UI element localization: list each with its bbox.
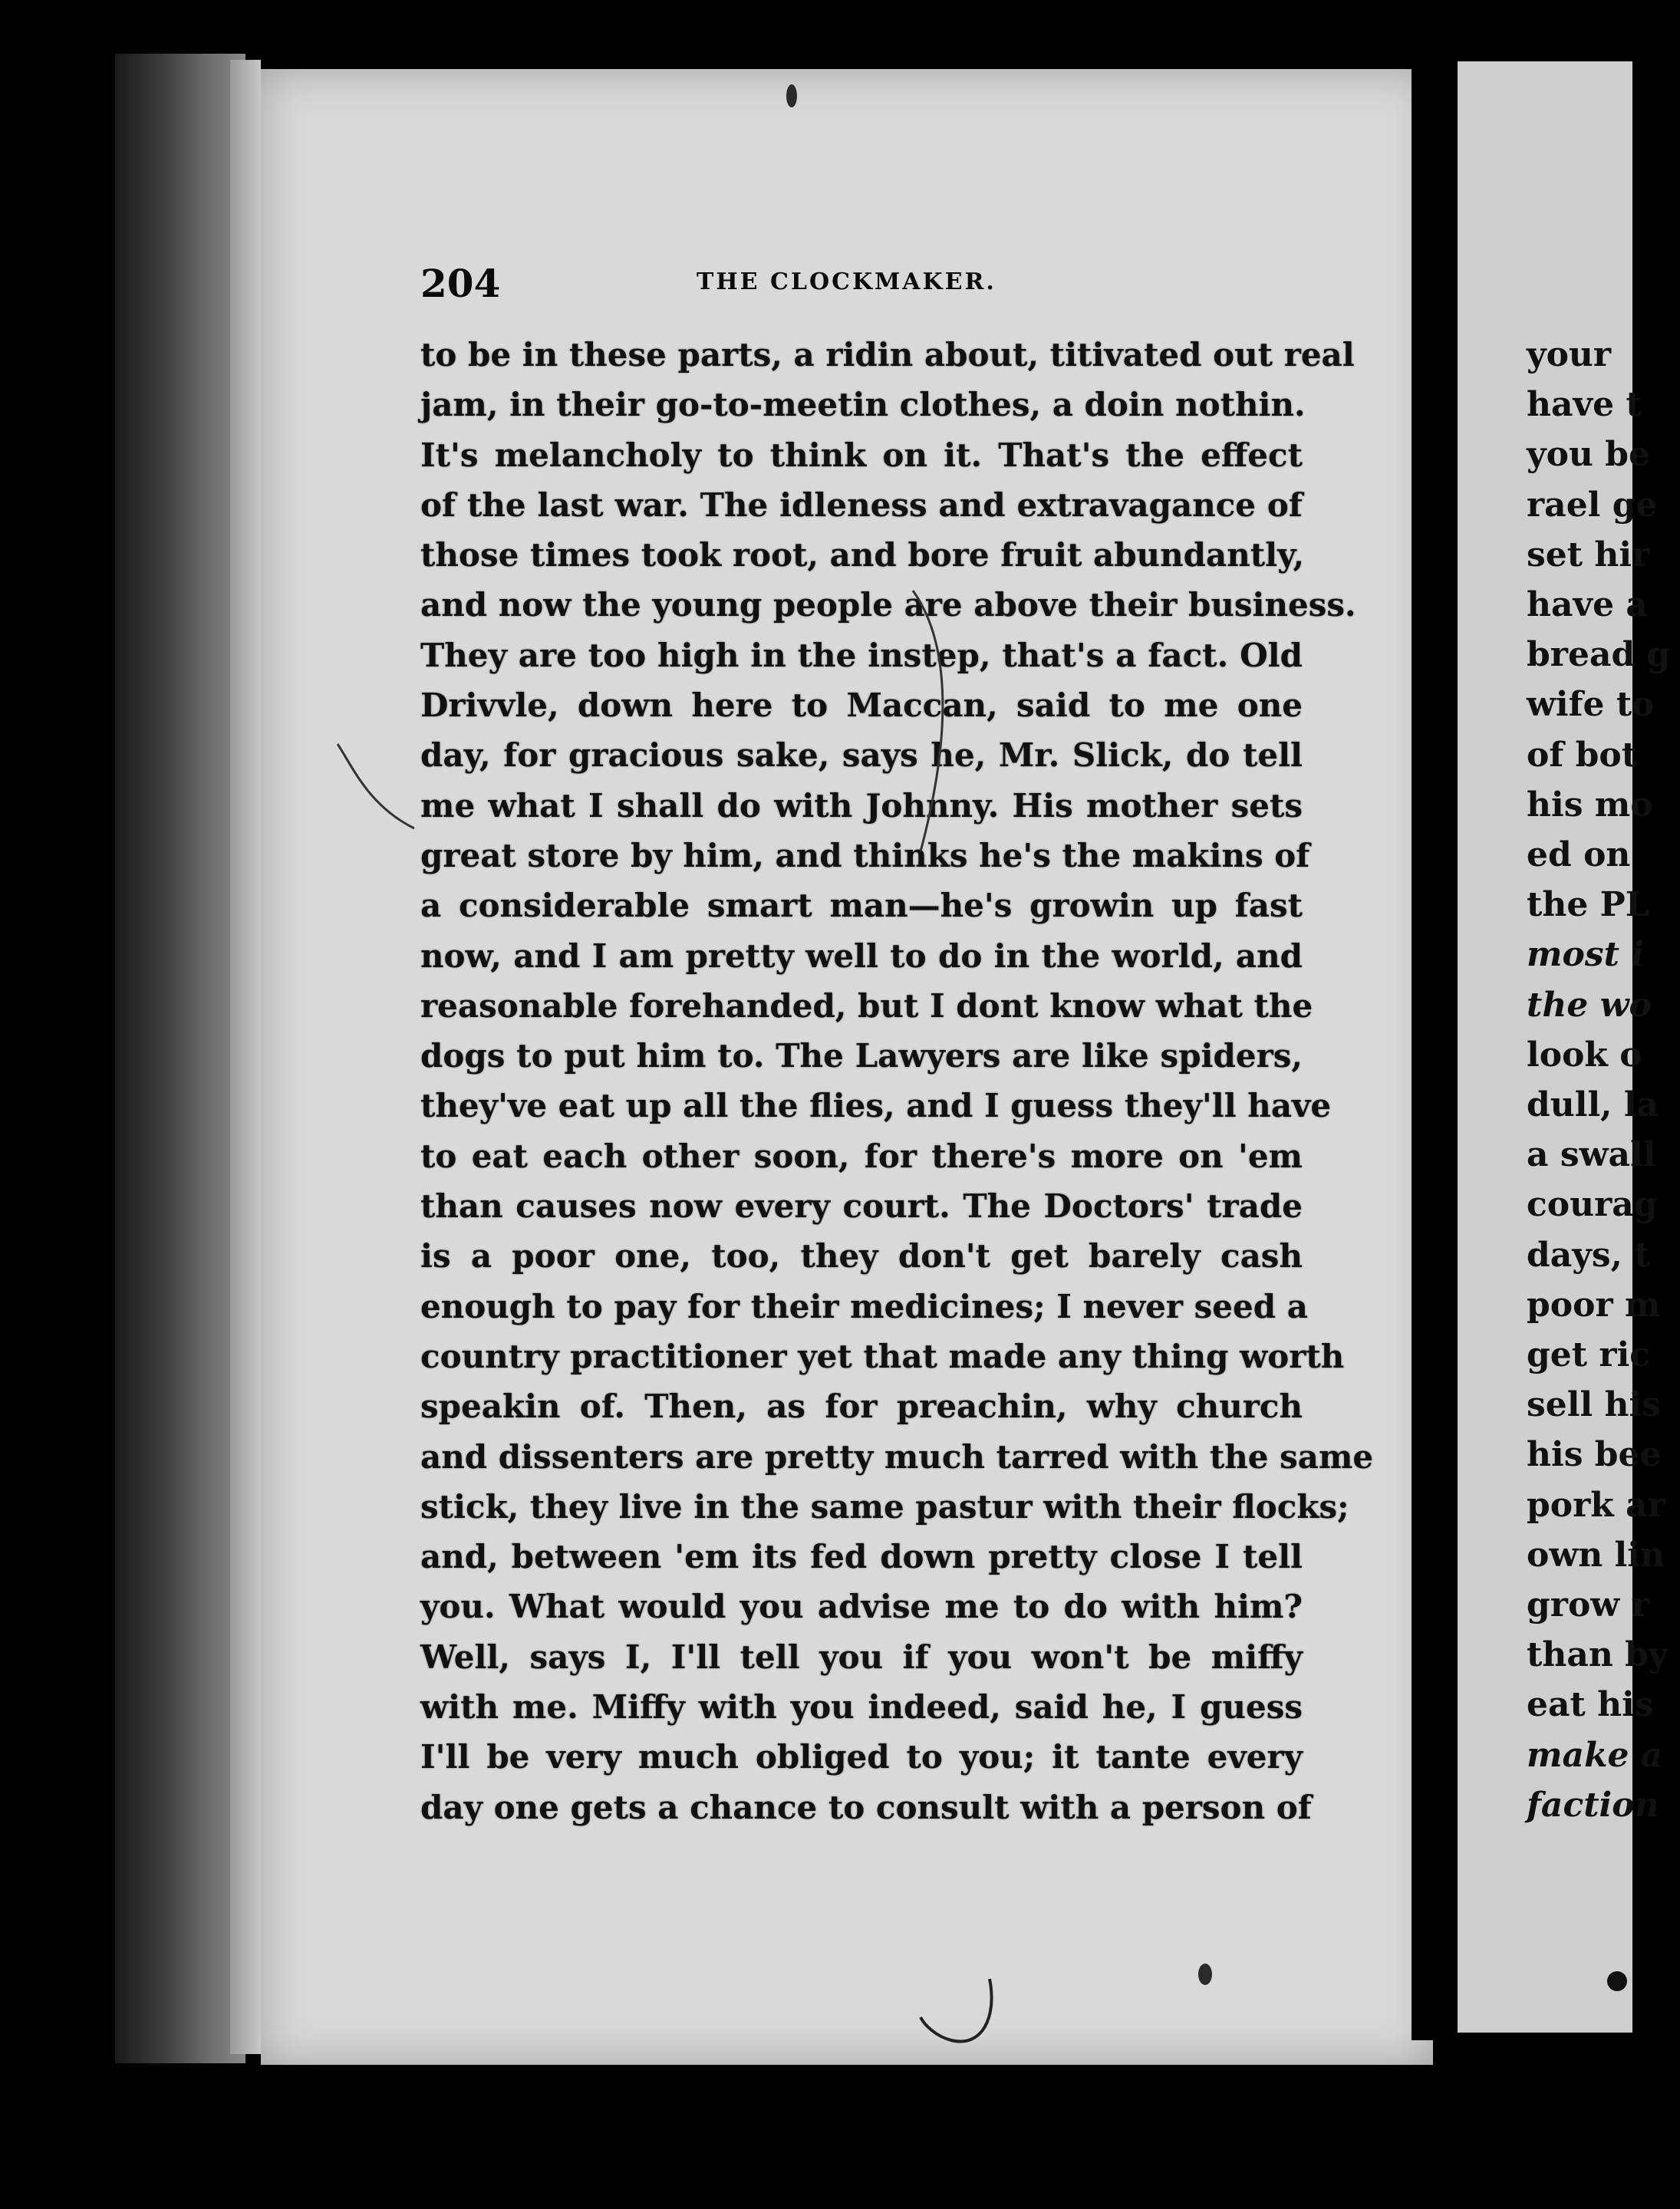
text-line: day, for gracious sake, says he, Mr. Slick, do tell: [420, 736, 1303, 775]
facing-text-line: rael ge: [1527, 485, 1658, 525]
page-number: 204: [420, 261, 501, 306]
text-line: They are too high in the instep, that's a fact. Old: [420, 636, 1303, 674]
facing-text-line: days, t: [1527, 1235, 1650, 1275]
facing-text-line: dull, la: [1527, 1085, 1659, 1125]
facing-page-text: [1527, 330, 1680, 1830]
text-line: speakin of. Then, as for preachin, why church: [420, 1388, 1303, 1426]
text-line: Well, says I, I'll tell you if you won't be miffy: [420, 1638, 1303, 1676]
text-line: those times took root, and bore fruit abundantly,: [420, 536, 1305, 574]
text-line: enough to pay for their medicines; I never seed a: [420, 1287, 1308, 1325]
text-line: now, and I am pretty well to do in the world, and: [420, 937, 1303, 975]
text-line: you. What would you advise me to do with him?: [420, 1588, 1303, 1626]
ink-speck: [1198, 1964, 1212, 1985]
facing-text-line: poor m: [1527, 1285, 1661, 1325]
running-head: [420, 261, 1295, 314]
running-title: THE CLOCKMAKER.: [697, 268, 996, 295]
ink-speck: [786, 84, 797, 107]
facing-text-line: his mo: [1527, 785, 1653, 825]
facing-text-line: set hir: [1527, 535, 1650, 574]
text-line: and, between 'em its fed down pretty close I tell: [420, 1538, 1303, 1576]
facing-text-line: have a: [1527, 585, 1648, 625]
facing-text-line: most i: [1527, 935, 1645, 975]
facing-text-line: the PL: [1527, 885, 1649, 925]
facing-text-line: own lin: [1527, 1535, 1665, 1575]
text-line: with me. Miffy with you indeed, said he, I guess: [420, 1688, 1303, 1727]
text-line: and now the young people are above their business.: [420, 586, 1356, 624]
text-line: than causes now every court. The Doctors' trade: [420, 1187, 1303, 1226]
facing-text-line: bread g: [1527, 635, 1671, 675]
text-line: reasonable forehanded, but I dont know what the: [420, 986, 1313, 1025]
facing-text-line: courag: [1527, 1185, 1658, 1225]
facing-text-line: eat his: [1527, 1685, 1654, 1725]
text-line: is a poor one, too, they don't get barely cash: [420, 1237, 1303, 1276]
facing-text-line: faction: [1527, 1785, 1659, 1825]
text-line: to eat each other soon, for there's more on 'em: [420, 1137, 1303, 1175]
facing-text-line: get ric: [1527, 1335, 1651, 1375]
facing-text-line: of bot: [1527, 735, 1638, 775]
text-line: me what I shall do with Johnny. His mother sets: [420, 786, 1303, 825]
text-line: day one gets a chance to consult with a person of: [420, 1788, 1312, 1826]
page-stack-edge: [230, 60, 261, 2054]
text-line: to be in these parts, a ridin about, titivated out real: [420, 336, 1355, 374]
text-line: Drivvle, down here to Maccan, said to me one: [420, 686, 1303, 725]
facing-text-line: look o: [1527, 1035, 1642, 1075]
text-line: and dissenters are pretty much tarred with the same: [420, 1437, 1374, 1476]
text-line: It's melancholy to think on it. That's the effect: [420, 436, 1303, 474]
facing-text-line: wife to: [1527, 685, 1655, 725]
facing-text-line: a swall: [1527, 1135, 1656, 1175]
ink-speck: [1607, 1971, 1627, 1991]
page-body-text: [420, 330, 1374, 1832]
page-gutter: [1412, 54, 1435, 2040]
book-binding-edge: [115, 54, 245, 2063]
text-line: great store by him, and thinks he's the makins of: [420, 836, 1310, 874]
facing-text-line: sell his: [1527, 1385, 1661, 1425]
text-line: dogs to put him to. The Lawyers are like spiders,: [420, 1037, 1303, 1075]
facing-text-line: than by: [1527, 1635, 1668, 1675]
text-line: stick, they live in the same pastur with their flocks;: [420, 1487, 1349, 1526]
text-line: country practitioner yet that made any thing worth: [420, 1337, 1345, 1375]
text-line: of the last war. The idleness and extravagance of: [420, 486, 1303, 524]
facing-text-line: pork ar: [1527, 1485, 1665, 1525]
text-line: jam, in their go-to-meetin clothes, a doin nothin.: [420, 386, 1306, 424]
facing-text-line: ed on: [1527, 835, 1631, 875]
facing-text-line: his bee: [1527, 1435, 1662, 1475]
text-line: they've eat up all the flies, and I guess they'll have: [420, 1087, 1332, 1125]
facing-text-line: you be: [1527, 435, 1650, 475]
facing-text-line: have t: [1527, 385, 1642, 425]
facing-text-line: grow r: [1527, 1585, 1649, 1625]
text-line: I'll be very much obliged to you; it tante every: [420, 1738, 1303, 1776]
text-line: a considerable smart man—he's growin up fast: [420, 887, 1303, 925]
facing-text-line: make a: [1527, 1735, 1663, 1775]
facing-text-line: the wo: [1527, 985, 1652, 1025]
facing-text-line: your: [1527, 335, 1612, 374]
